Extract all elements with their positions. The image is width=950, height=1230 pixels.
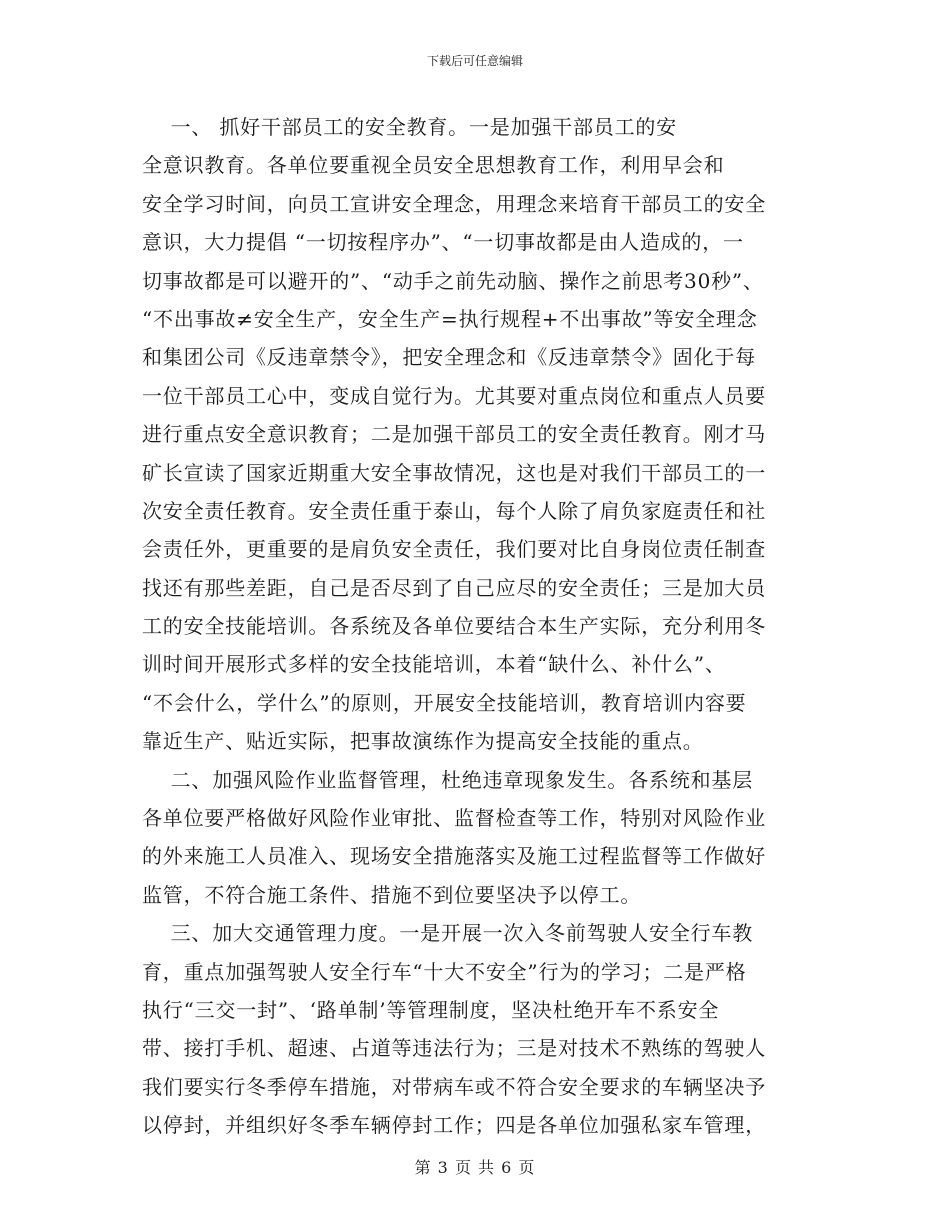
text-line: 执行“三交一封”、‘路单制’等管理制度，坚决杜绝开车不系安全 <box>142 997 720 1022</box>
text-line: 监管，不符合施工条件、措施不到位要坚决予以停工。 <box>142 882 642 907</box>
text-line: 全意识教育。各单位要重视全员安全思想教育工作，利用早会和 <box>142 153 725 178</box>
text-line: 带、接打手机、超速、占道等违法行为；三是对技术不熟练的驾驶人 <box>142 1036 766 1061</box>
text-line: 矿长宣读了国家近期重大安全事故情况，这也是对我们干部员工的一 <box>142 460 766 485</box>
text-line: “不出事故≠安全生产，安全生产=执行规程+不出事故”等安全理念 <box>142 306 758 331</box>
document-body <box>142 108 802 1145</box>
text-line: 会责任外，更重要的是肩负安全责任，我们要对比自身岗位责任制查 <box>142 537 766 562</box>
text-line: 一位干部员工心中，变成自觉行为。尤其要对重点岗位和重点人员要 <box>142 383 766 408</box>
text-line: 意识，大力提倡 “一切按程序办”、“一切事故都是由人造成的，一 <box>142 230 744 255</box>
text-line: 训时间开展形式多样的安全技能培训，本着“缺什么、补什么”、 <box>142 652 726 677</box>
text-line: 三、加大交通管理力度。一是开展一次入冬前驾驶人安全行车教 <box>142 921 754 946</box>
text-line: 切事故都是可以避开的”、“动手之前先动脑、操作之前思考30秒”、 <box>142 268 764 293</box>
text-line: 一、 抓好干部员工的安全教育。一是加强干部员工的安 <box>142 115 677 139</box>
text-line: 靠近生产、贴近实际，把事故演练作为提高安全技能的重点。 <box>142 729 704 754</box>
text-line: 以停封，并组织好冬季车辆停封工作；四是各单位加强私家车管理， <box>142 1113 766 1138</box>
page-number: 第 3 页 共 6 页 <box>414 1158 536 1177</box>
text-line: 二、加强风险作业监督管理，杜绝违章现象发生。各系统和基层 <box>142 767 754 792</box>
text-line: 我们要实行冬季停车措施，对带病车或不符合安全要求的车辆坚决予 <box>142 1074 766 1099</box>
text-line: 工的安全技能培训。各系统及各单位要结合本生产实际，充分利用冬 <box>142 614 766 639</box>
text-line: 育，重点加强驾驶人安全行车“十大不安全”行为的学习；二是严格 <box>142 959 747 984</box>
text-line: 进行重点安全意识教育；二是加强干部员工的安全责任教育。刚才马 <box>142 422 766 447</box>
text-line: 找还有那些差距，自己是否尽到了自己应尽的安全责任；三是加大员 <box>142 575 766 600</box>
page-header: 下载后可任意编辑 <box>426 54 523 68</box>
text-line: “不会什么，学什么”的原则，开展安全技能培训，教育培训内容要 <box>142 690 747 715</box>
text-line: 安全学习时间，向员工宣讲安全理念，用理念来培育干部员工的安全 <box>142 191 766 216</box>
text-line: 各单位要严格做好风险作业审批、监督检查等工作，特别对风险作业 <box>142 806 766 831</box>
text-line: 的外来施工人员准入、现场安全措施落实及施工过程监督等工作做好 <box>142 844 766 869</box>
text-line: 次安全责任教育。安全责任重于泰山，每个人除了肩负家庭责任和社 <box>142 498 766 523</box>
text-line: 和集团公司《反违章禁令》，把安全理念和《反违章禁令》固化于每 <box>142 345 756 370</box>
